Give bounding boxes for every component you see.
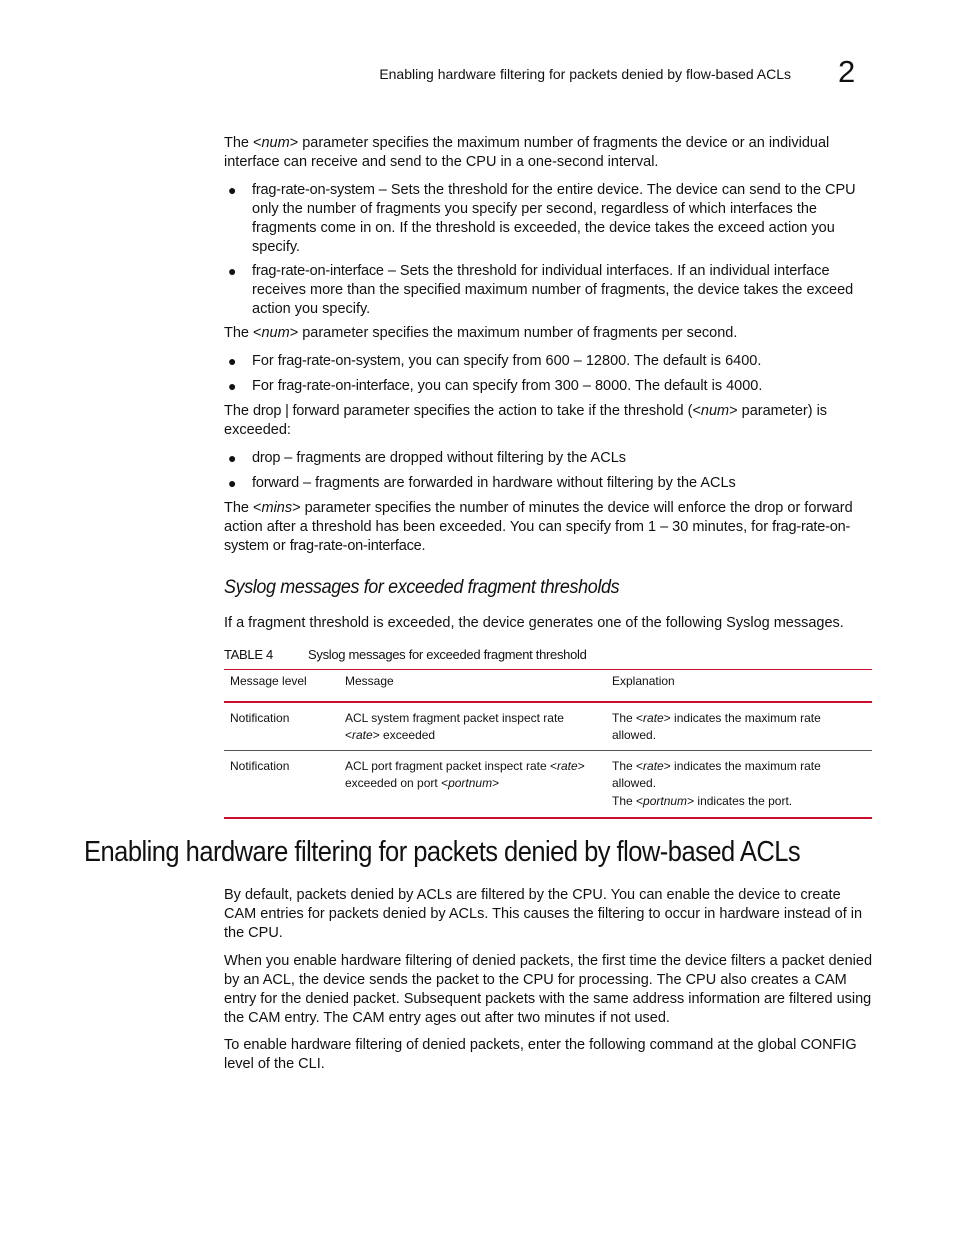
page-header-title: Enabling hardware filtering for packets denied by flow-based ACLs: [379, 66, 791, 82]
syslog-table: [224, 669, 872, 819]
list-item: ● frag-rate-on-interface – Sets the threshold for individual interfaces. If an individual interface receives more than the specified maximum number of fragments, the device takes the exceed action you specify.: [228, 263, 854, 317]
cell-message: ACL port fragment packet inspect rate <rate> exceeded on port <portnum>: [339, 750, 606, 818]
list-item: ● For frag-rate-on-system, you can specify from 600 – 12800. The default is 6400.: [228, 353, 762, 369]
list-item: ● forward – fragments are forwarded in hardware without filtering by the ACLs: [228, 475, 736, 491]
paragraph-num-per-second: The <num> parameter specifies the maximum number of fragments per second.: [224, 325, 738, 341]
bullet-icon: ●: [228, 182, 237, 198]
bullet-list-ranges: [224, 352, 874, 396]
list-item: ● drop – fragments are dropped without filtering by the ACLs: [228, 450, 627, 466]
paragraph-cam-entry: When you enable hardware filtering of denied packets, the first time the device filters a packet denied by an ACL, the device sends the packet to the CPU for processing. The CPU also creates a CAM entry for the denied packet. Subsequent packets with the same address information are filtered using the CAM entry. The CAM entry ages out after two minutes if not used.: [224, 953, 873, 1026]
paragraph-default-cpu: By default, packets denied by ACLs are filtered by the CPU. You can enable the device to create CAM entries for packets denied by ACLs. This causes the filtering to occur in hardware instead of in the CPU.: [224, 887, 863, 941]
section-block-1: [224, 134, 874, 172]
bullet-list-thresholds: [224, 181, 874, 257]
table-caption-text: Syslog messages for exceeded fragment threshold: [308, 647, 587, 662]
chapter-number: 2: [838, 54, 856, 89]
cell-explanation: The <rate> indicates the maximum rate allowed. The <portnum> indicates the port.: [606, 750, 872, 818]
bullet-icon: ●: [228, 353, 237, 369]
bullet-icon: ●: [228, 450, 237, 466]
cell-level: Notification: [224, 702, 339, 751]
paragraph-syslog-intro: If a fragment threshold is exceeded, the device generates one of the following Syslog messages.: [224, 615, 844, 631]
cell-level: Notification: [224, 750, 339, 818]
paragraph-drop-forward: The drop | forward parameter specifies the action to take if the threshold (<num> parameter) is exceeded:: [224, 403, 828, 438]
bullet-list-actions: [224, 449, 874, 493]
table-header-row: [224, 670, 872, 702]
paragraph-mins: The <mins> parameter specifies the number of minutes the device will enforce the drop or forward action after a threshold has been exceeded. You can specify from 1 – 30 minutes, for frag-rate-on-system or frag-rate-on-interface.: [224, 500, 853, 554]
cell-message: ACL system fragment packet inspect rate <rate> exceeded: [339, 702, 606, 751]
paragraph-enable-command: To enable hardware filtering of denied packets, enter the following command at the global CONFIG level of the CLI.: [224, 1037, 857, 1072]
column-header-explanation: Explanation: [606, 670, 872, 702]
column-header-message: Message: [339, 670, 606, 702]
column-header-level: Message level: [224, 670, 339, 702]
paragraph-num-fragments: The <num> parameter specifies the maximum number of fragments the device or an individual interface can receive and send to the CPU in a one-second interval.: [224, 135, 830, 170]
table-label: TABLE 4: [224, 647, 273, 662]
list-item: ● frag-rate-on-system – Sets the threshold for the entire device. The device can send to the CPU only the number of fragments you specify per second, regardless of which interfaces the fragments come in on. If the threshold is exceeded, the device takes the exceed action you specify.: [228, 182, 856, 255]
bullet-icon: ●: [228, 263, 237, 279]
list-item: ● For frag-rate-on-interface, you can specify from 300 – 8000. The default is 4000.: [228, 378, 763, 394]
table-row: [224, 702, 872, 751]
bullet-icon: ●: [228, 475, 237, 491]
bullet-icon: ●: [228, 378, 237, 394]
section-heading: Enabling hardware filtering for packets denied by flow-based ACLs: [84, 836, 801, 868]
subheading-syslog: Syslog messages for exceeded fragment thresholds: [224, 576, 620, 598]
cell-explanation: The <rate> indicates the maximum rate allowed.: [606, 702, 872, 751]
table-caption: [224, 647, 587, 662]
bullet-list-thresholds-2: [224, 262, 874, 319]
table-row: [224, 750, 872, 818]
